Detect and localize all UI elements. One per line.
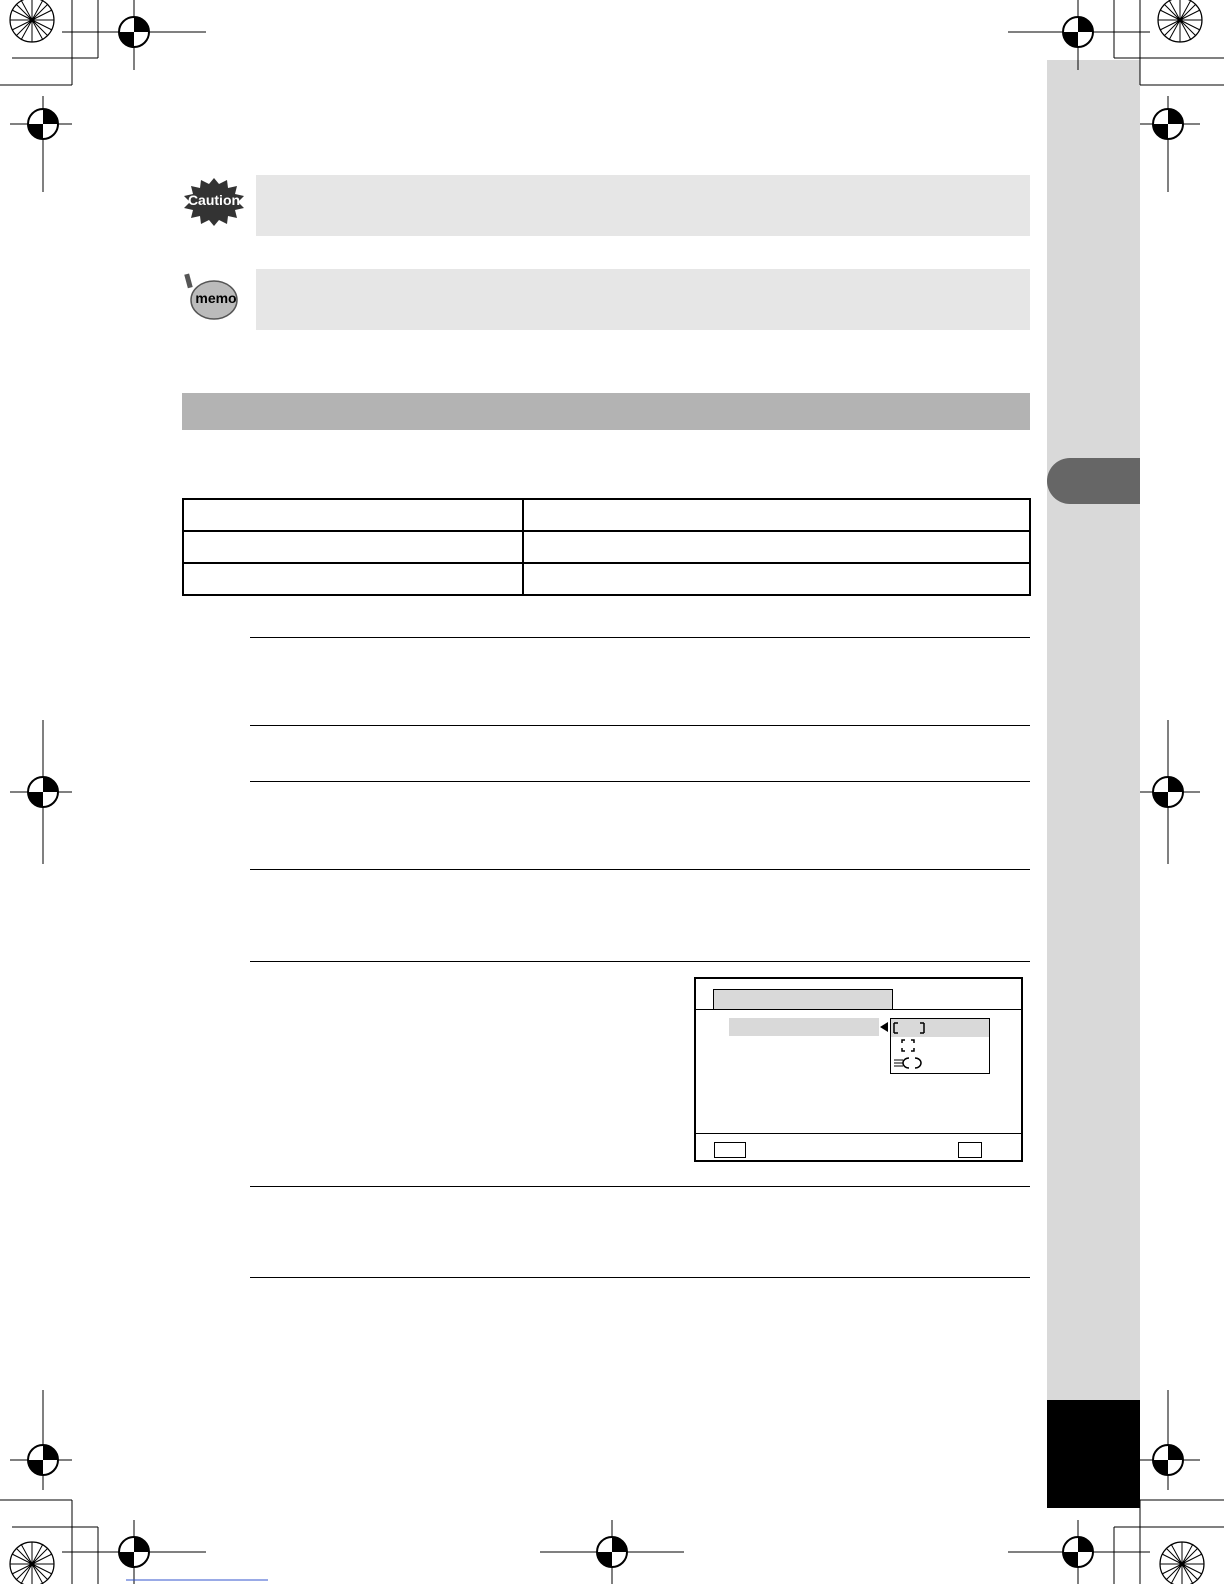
- step-divider: [250, 1277, 1030, 1278]
- chapter-tab: [1047, 458, 1140, 504]
- step-divider: [250, 725, 1030, 726]
- wide-af-frame-icon: [893, 1022, 925, 1034]
- memo-icon: [184, 272, 238, 320]
- table-cell: [523, 499, 1030, 531]
- caution-note: [256, 175, 1030, 236]
- step-divider: [250, 781, 1030, 782]
- auto-tracking-af-icon: [893, 1056, 923, 1070]
- page-number-block: [1047, 1400, 1140, 1508]
- left-arrow-icon: [880, 1022, 888, 1032]
- spot-af-frame-icon: [901, 1039, 915, 1052]
- step-divider: [250, 1186, 1030, 1187]
- caution-icon: [183, 178, 245, 226]
- lcd-selected-item: [729, 1018, 879, 1036]
- camera-lcd-screen: [694, 977, 1023, 1162]
- lcd-left-button: [714, 1142, 746, 1158]
- lcd-right-button: [958, 1142, 982, 1158]
- table-row: [183, 531, 1030, 563]
- lcd-af-options-popup: [890, 1018, 990, 1074]
- memo-note: [256, 269, 1030, 330]
- lcd-tab-divider: [696, 1009, 1021, 1010]
- table-cell: [183, 563, 523, 595]
- lcd-bottom-divider: [696, 1133, 1021, 1134]
- table-row: [183, 563, 1030, 595]
- step-divider: [250, 961, 1030, 962]
- table-cell: [523, 563, 1030, 595]
- spec-table: [182, 498, 1031, 596]
- lcd-menu-tab: [713, 989, 893, 1010]
- table-cell: [183, 499, 523, 531]
- caution-label: Caution: [187, 192, 241, 208]
- table-row: [183, 499, 1030, 531]
- memo-label: memo: [195, 290, 237, 306]
- table-cell: [523, 531, 1030, 563]
- step-divider: [250, 637, 1030, 638]
- table-cell: [183, 531, 523, 563]
- step-divider: [250, 869, 1030, 870]
- section-heading: [182, 393, 1030, 430]
- chapter-sidebar: [1047, 60, 1140, 1508]
